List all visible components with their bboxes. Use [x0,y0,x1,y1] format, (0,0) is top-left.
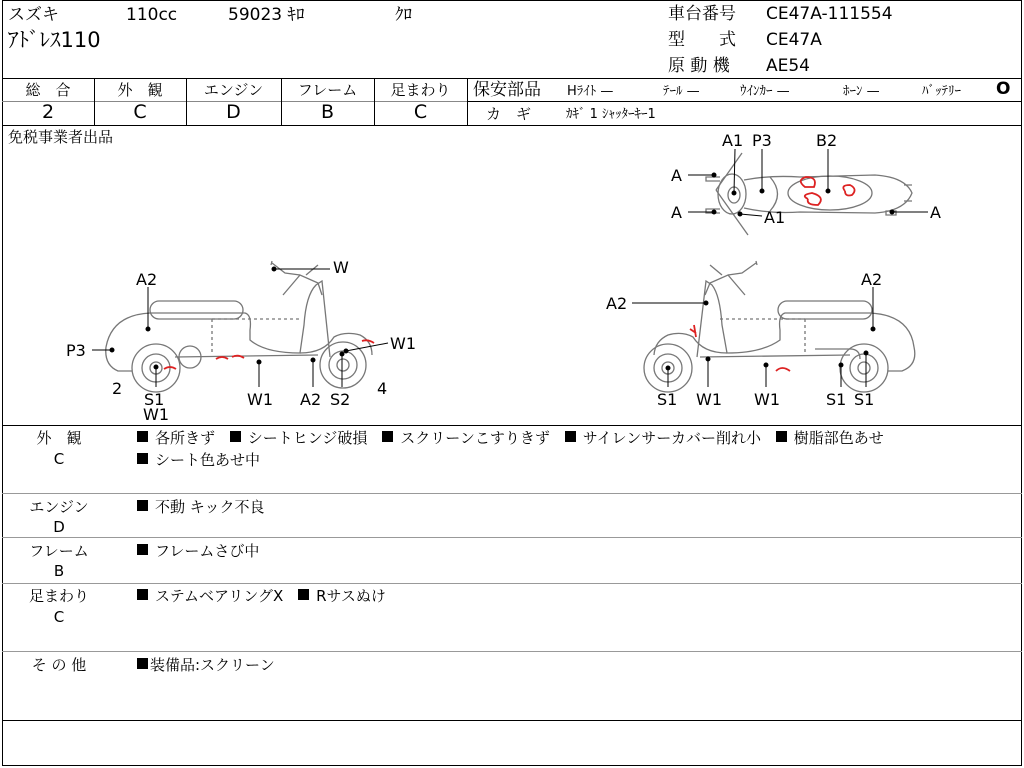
divider [2,78,1022,79]
remark-item: 不動 キック不良 [137,497,264,517]
diagram-label: W1 [390,334,416,353]
safety-headlight: Hﾗｲﾄ — [567,84,614,99]
safety-battery: ﾊﾞｯﾃﾘｰ [922,84,961,99]
color: ｸﾛ [395,5,412,25]
remark-grade: C [53,450,65,468]
remark-label: 外 観 [36,429,82,447]
remark-item: 装備品:スクリーン [137,655,275,675]
diagram-label: 2 [112,379,123,398]
safety-taillight: ﾃｰﾙ — [663,84,700,99]
diagram-label: S2 [330,390,351,409]
diagram-label: W [333,258,349,277]
tax-note: 免税事業者出品 [8,128,114,146]
frame-no: CE47A-111554 [766,4,893,24]
maker: スズキ [8,5,59,25]
diagram-label: S1 [657,390,678,409]
remark-item: サイレンサーカバー削れ小 [565,428,761,448]
remark-item: ステムベアリングX [137,586,283,606]
remark-item: スクリーンこすりきず [382,428,550,448]
safety-label: 保安部品 [473,80,541,100]
grade-engine: D [226,101,241,123]
remark-item: 樹脂部色あせ [776,428,884,448]
mileage: 59023 ｷﾛ [228,5,305,25]
diagram-label: S1 [826,390,847,409]
diagram-label: A [671,203,682,222]
diagram-label: A2 [861,270,883,289]
remark-item: フレームさび中 [137,541,259,561]
divider [467,78,468,125]
divider [2,493,1022,494]
battery-mark: O [996,79,1011,99]
grade-header-suspension: 足まわり [390,81,451,99]
key-value: ｶｷﾞ 1 ｼｬｯﾀｰｷｰ1 [566,107,656,122]
frame-no-label: 車台番号 [668,4,736,24]
remark-label: フレーム [29,542,89,560]
diagram-label: S1 [144,390,165,409]
diagram-label: 4 [377,379,388,398]
remark-label: エンジン [29,498,89,516]
grade-total: 2 [41,101,55,123]
grade-header-engine: エンジン [203,81,264,99]
remark-line [137,428,894,448]
remark-label: そ の 他 [31,656,87,674]
diagram-label: W1 [696,390,722,409]
diagram-label: A [930,203,941,222]
remark-grade: B [53,562,65,580]
grade-frame: B [320,101,335,123]
diagram-label: A2 [606,294,628,313]
engine-label: 原 動 機 [668,56,730,76]
key-label: カ ギ [486,105,532,123]
diagram-label: W1 [143,405,169,424]
divider [2,720,1022,721]
grade-exterior: C [133,101,147,123]
diagram-label: A2 [300,390,322,409]
remark-line [137,541,269,561]
remark-item: シート色あせ中 [137,450,260,470]
type-value: CE47A [766,30,822,50]
diagram-label: B2 [816,131,838,150]
diagram-label: W1 [247,390,273,409]
diagram-label: P3 [752,131,772,150]
remark-line [137,586,396,606]
model-name: ｱﾄﾞﾚｽ110 [8,28,101,52]
safety-winker: ｳｲﾝｶｰ — [740,84,790,99]
diagram-label: S1 [854,390,875,409]
remark-label: 足まわり [28,587,89,605]
remark-item: Rサスぬけ [298,586,386,606]
diagram-label: A1 [764,208,786,227]
diagram-label: P3 [66,341,86,360]
divider [2,537,1022,538]
remark-line [137,655,285,675]
type-label: 型 式 [668,30,736,50]
grade-header-exterior: 外 観 [117,81,163,99]
divider [2,583,1022,584]
diagram-label: A2 [136,270,158,289]
diagram-label: A [671,166,682,185]
remark-grade: C [53,608,65,626]
grade-suspension: C [413,101,428,123]
damage-diagram [0,125,1024,425]
grade-header-total: 総 合 [25,81,71,99]
damage-marks [164,177,855,371]
diagram-label: W1 [754,390,780,409]
divider [2,651,1022,652]
diagram-label: A1 [722,131,744,150]
remark-line [137,450,270,470]
safety-horn: ﾎｰﾝ — [843,84,880,99]
remark-item: シートヒンジ破損 [230,428,368,448]
remark-item: 各所きず [137,428,215,448]
engine-value: AE54 [766,56,811,76]
displacement: 110cc [126,5,178,25]
remark-grade: D [53,518,65,536]
grade-header-frame: フレーム [297,81,358,99]
remark-line [137,497,274,517]
divider [2,425,1022,426]
